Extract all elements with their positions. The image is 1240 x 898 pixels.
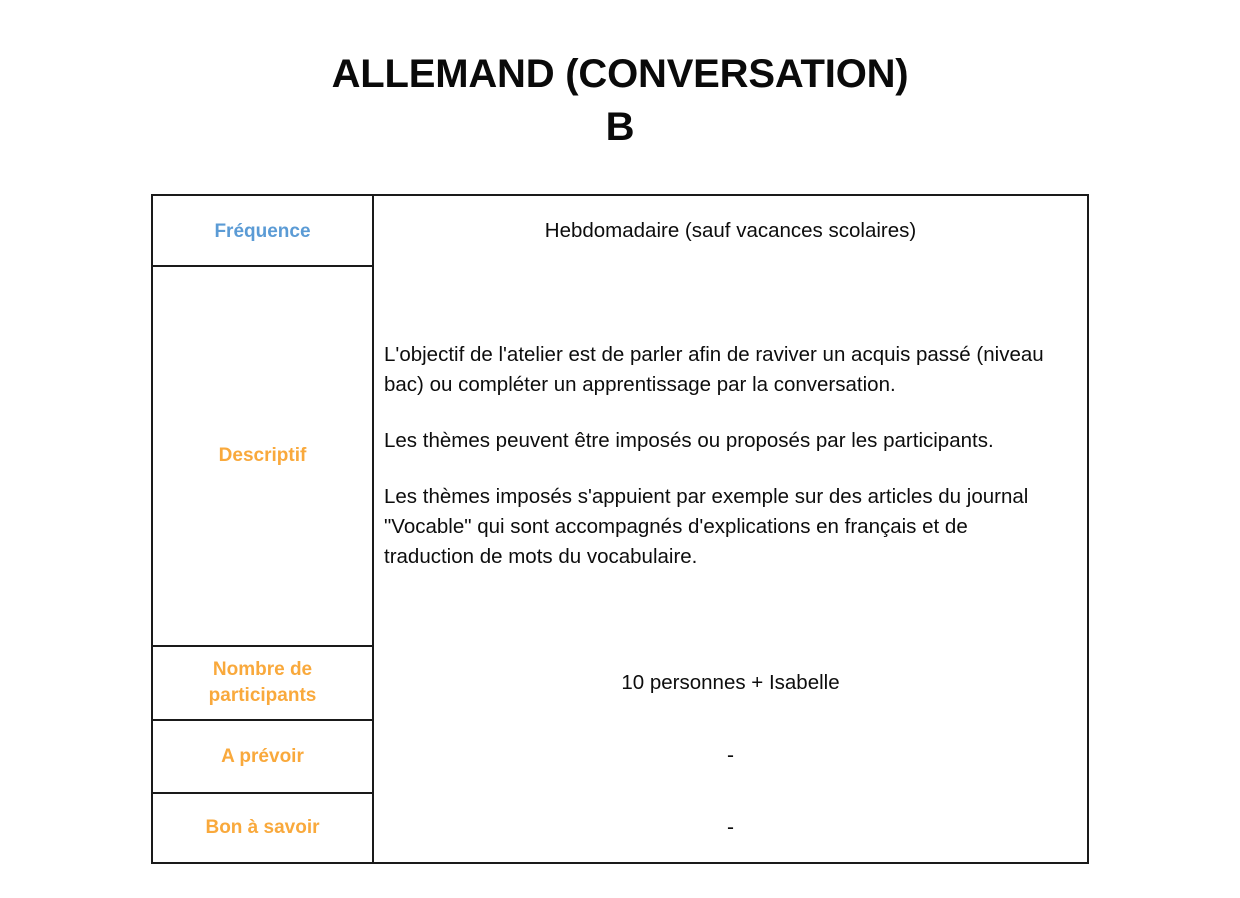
row-value-bon-a-savoir [374, 794, 1087, 862]
row-label-text: Descriptif [218, 445, 307, 467]
row-value-a-prevoir [374, 721, 1087, 792]
descriptif-paragraph-2: Les thèmes peuvent être imposés ou proposés par les participants. [384, 428, 994, 452]
row-label-text-line-1: Nombre de [212, 659, 313, 681]
table-row [153, 647, 1087, 719]
page-title [0, 48, 1240, 154]
descriptif-paragraph-3: Les thèmes imposés s'appuient par exemple sur des articles du journal "Vocable" qui sont accompagnés d'explications en français et de traduction de mots du vocabulaire. [384, 485, 1029, 569]
row-value-text: 10 personnes + Isabelle [621, 670, 840, 694]
row-label-text-line-2: participants [208, 685, 317, 706]
row-value-descriptif [374, 267, 1087, 645]
row-value-nombre-participants [374, 647, 1087, 719]
info-table [151, 194, 1089, 864]
row-label-text: Fréquence [214, 220, 311, 242]
row-value-text: - [727, 815, 734, 839]
row-label-bon-a-savoir [153, 794, 372, 862]
page-title-line-2: B [605, 104, 635, 149]
row-label-text: Bon à savoir [205, 817, 320, 839]
table-row [153, 794, 1087, 862]
row-value-frequence [374, 196, 1087, 267]
row-value-text: - [727, 744, 734, 768]
table-row [153, 721, 1087, 792]
row-label-nombre-participants [153, 647, 372, 719]
descriptif-paragraph-1: L'objectif de l'atelier est de parler afin de raviver un acquis passé (niveau bac) ou compléter un apprentissage par la conversation. [384, 342, 1044, 396]
row-label-descriptif [153, 267, 372, 645]
page-title-line-1: ALLEMAND (CONVERSATION) [331, 52, 909, 96]
row-label-frequence [153, 196, 372, 267]
row-label-a-prevoir [153, 721, 372, 792]
table-row [153, 196, 1087, 267]
row-value-text: Hebdomadaire (sauf vacances scolaires) [544, 219, 917, 243]
row-label-text: A prévoir [221, 745, 304, 767]
table-row [153, 267, 1087, 645]
